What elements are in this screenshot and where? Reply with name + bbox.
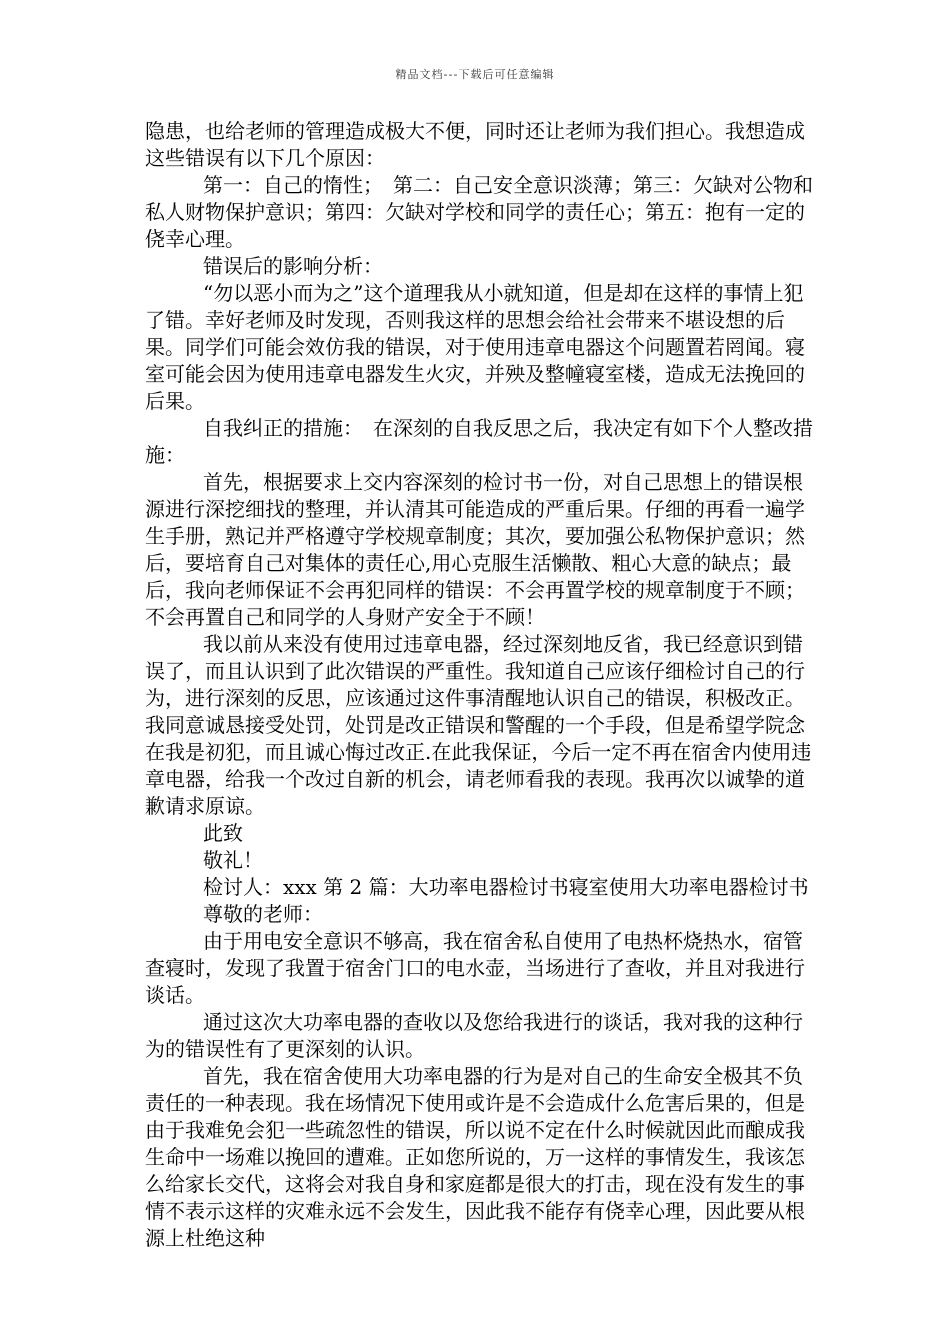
paragraph: 由于用电安全意识不够高，我在宿舍私自使用了电热杯烧热水，宿管查寝时，发现了我置于宿舍门口的电水壶，当场进行了查收，并且对我进行谈话。 <box>145 929 805 1007</box>
paragraph: 尊敬的老师： <box>203 902 323 926</box>
paragraph: 首先，我在宿舍使用大功率电器的行为是对自己的生命安全极其不负责任的一种表现。我在场情况下使用或许是不会造成什么危害后果的，但是由于我难免会犯一些疏忽性的错误，所以说不定在什么时候就因此而酿成我生命中一场难以挽回的遭难。正如您所说的，万一这样的事情发生，我该怎么给家长交代，这将会对我自身和家庭都是很大的打击，现在没有发生的事情不表示这样的灾难永远不会发生，因此我不能存有侥幸心理，因此要从根源上杜绝这种 <box>145 1064 805 1250</box>
paragraph: 第一：自己的惰性； 第二：自己安全意识淡薄；第三：欠缺对公物和私人财物保护意识；第四：欠缺对学校和同学的责任心；第五：抱有一定的侥幸心理。 <box>145 173 813 251</box>
paragraph: 我以前从来没有使用过违章电器，经过深刻地反省，我已经意识到错误了，而且认识到了此次错误的严重性。我知道自己应该仔细检讨自己的行为，进行深刻的反思，应该通过这件事清醒地认识自己的错误，积极改正。我同意诚恳接受处罚，处罚是改正错误和警醒的一个手段，但是希望学院念在我是初犯，而且诚心悔过改正.在此我保证，今后一定不再在宿舍内使用违章电器，给我一个改过自新的机会，请老师看我的表现。我再次以诚挚的道歉请求原谅。 <box>145 632 812 818</box>
paragraph: 检讨人：xxx 第 2 篇：大功率电器检讨书寝室使用大功率电器检讨书 <box>203 875 809 899</box>
paragraph: “勿以恶小而为之”这个道理我从小就知道，但是却在这样的事情上犯了错。幸好老师及时发现，否则我这样的思想会给社会带来不堪设想的后果。同学们可能会效仿我的错误，对于使用违章电器这个问题置若罔闻。寝室可能会因为使用违章电器发生火灾，并殃及整幢寝室楼，造成无法挽回的后果。 <box>145 281 805 413</box>
paragraph: 错误后的影响分析： <box>203 254 383 278</box>
paragraph: 首先，根据要求上交内容深刻的检讨书一份，对自己思想上的错误根源进行深挖细找的整理，并认清其可能造成的严重后果。仔细的再看一遍学生手册，熟记并严格遵守学校规章制度；其次，要加强公私物保护意识；然后，要培育自己对集体的责任心,用心克服生活懒散、粗心大意的缺点；最后，我向老师保证不会再犯同样的错误：不会再置学校的规章制度于不顾；不会再置自己和同学的人身财产安全于不顾！ <box>145 470 805 629</box>
paragraph: 通过这次大功率电器的查收以及您给我进行的谈话，我对我的这种行为的错误性有了更深刻的认识。 <box>145 1010 803 1061</box>
paragraph: 自我纠正的措施： 在深刻的自我反思之后，我决定有如下个人整改措施： <box>145 416 813 467</box>
paragraph: 隐患，也给老师的管理造成极大不便，同时还让老师为我们担心。我想造成这些错误有以下几个原因： <box>145 119 805 170</box>
paragraph: 此致 <box>203 821 243 845</box>
paragraph: 敬礼！ <box>203 848 263 872</box>
document-body <box>145 118 815 1252</box>
page-header: 精品文档---下载后可任意编辑 <box>395 68 555 81</box>
